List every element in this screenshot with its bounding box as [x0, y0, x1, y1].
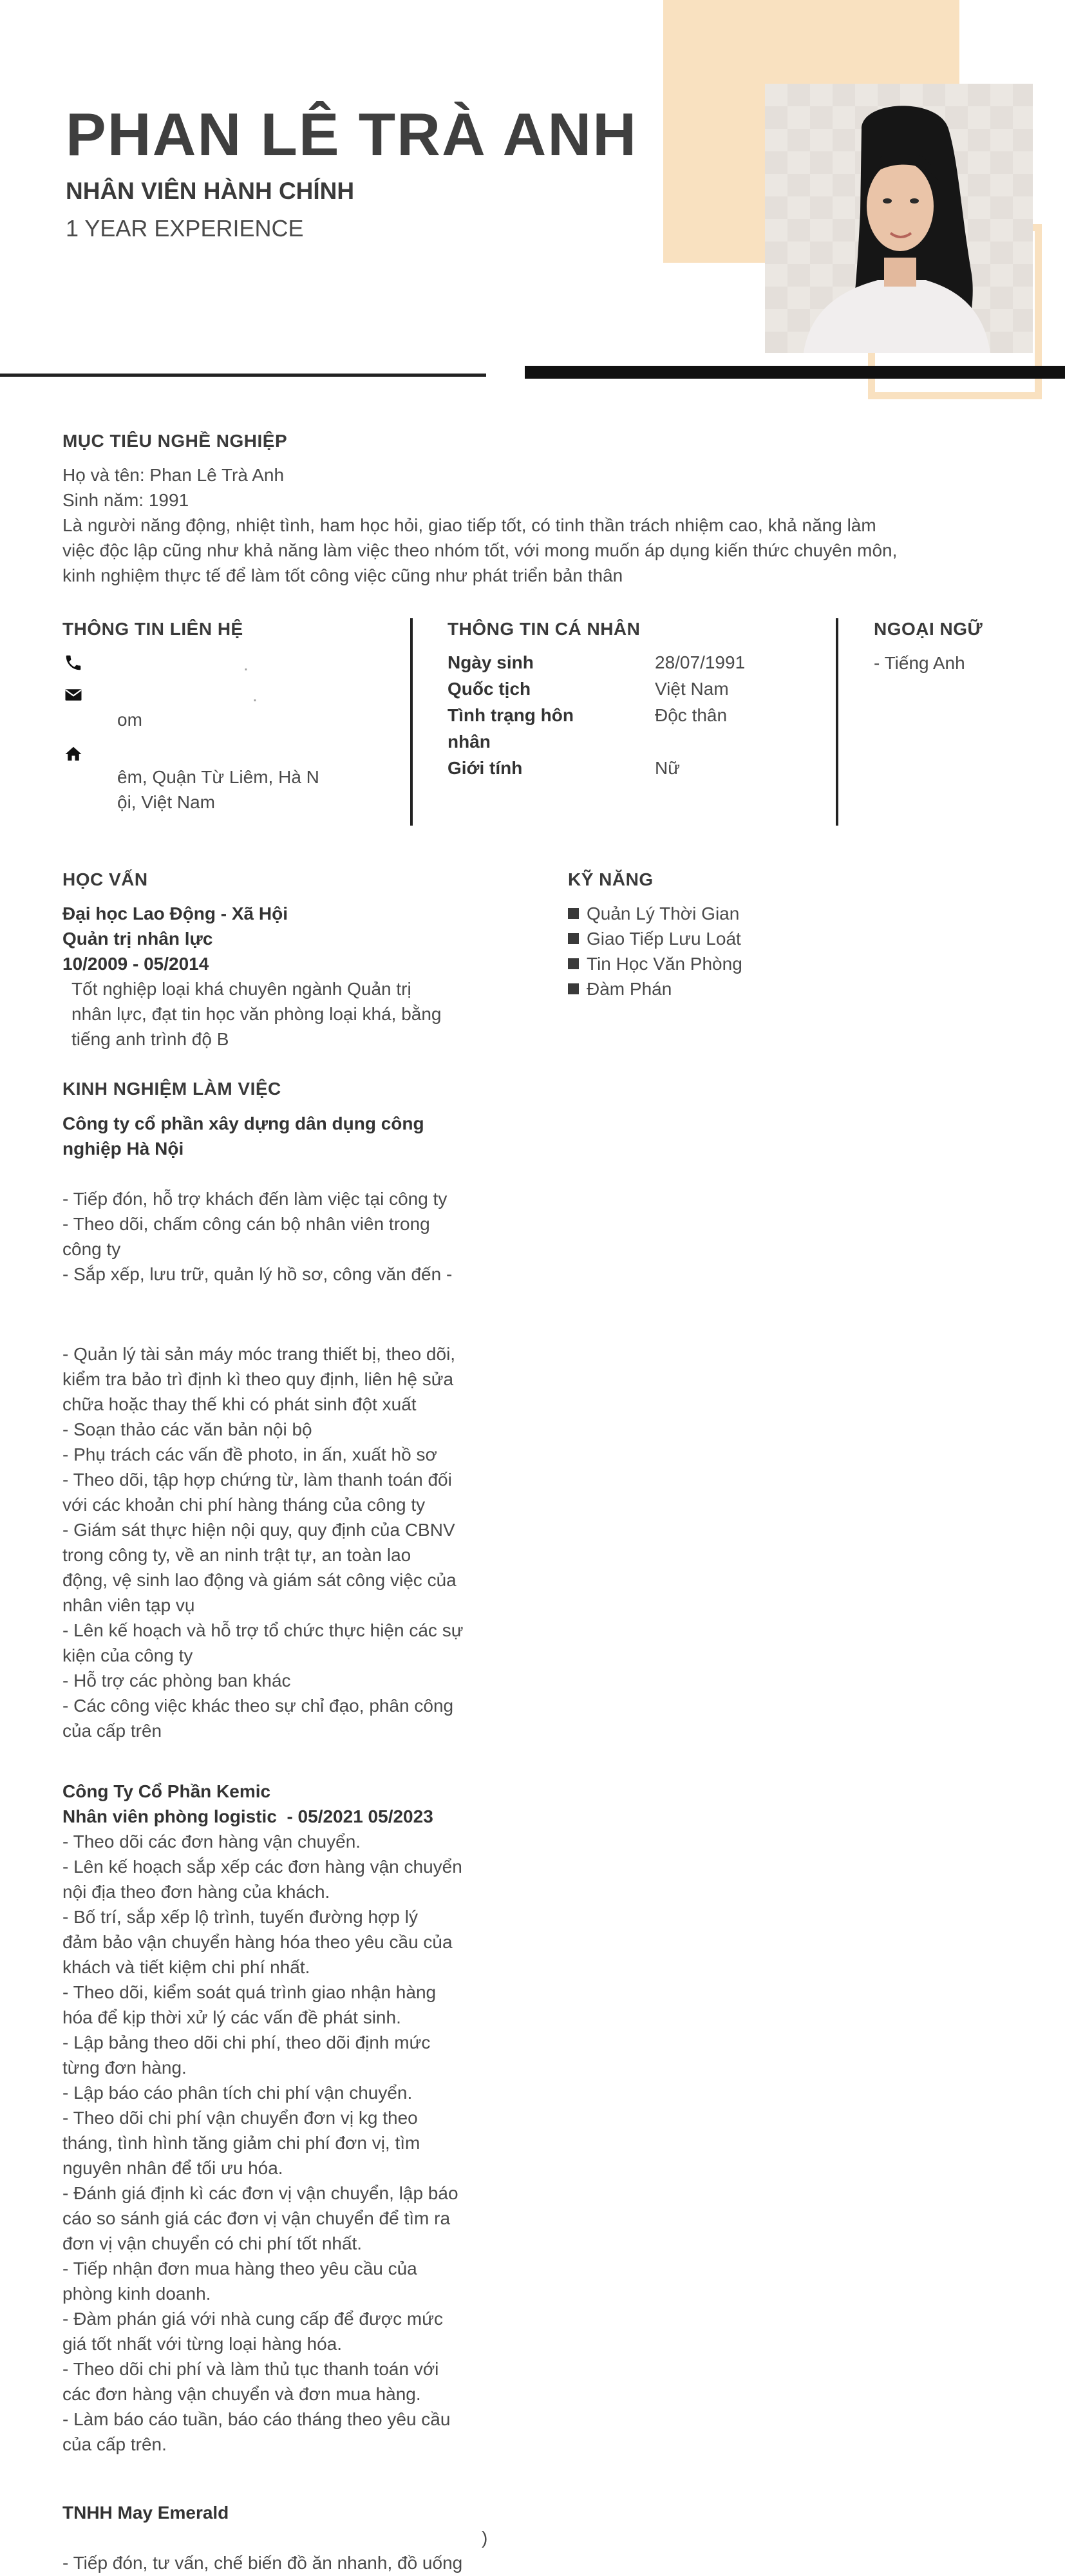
duty-line: các đơn hàng vận chuyển và đơn mua hàng. — [62, 2384, 421, 2404]
mail-icon — [64, 685, 83, 705]
duty-line: - Quản lý tài sản máy móc trang thiết bị, theo dõi, — [62, 1344, 456, 1364]
nationality-value: Việt Nam — [655, 679, 729, 699]
duty-line: với các khoản chi phí hàng tháng của công ty — [62, 1495, 426, 1515]
gender-value: Nữ — [655, 758, 680, 778]
duty-line: công ty — [62, 1239, 121, 1259]
job-role: Nhân viên phòng logistic - 05/2021 05/2023 — [62, 1806, 433, 1826]
job-1-duties-a — [62, 1186, 513, 1287]
duty-line: - Đánh giá định kì các đơn vị vận chuyển, lập báo — [62, 2183, 458, 2203]
gender-row — [448, 755, 821, 781]
duty-line: - Soạn thảo các văn bản nội bộ — [62, 1419, 312, 1439]
duty-line: - Đàm phán giá với nhà cung cấp để được mức — [62, 2309, 443, 2329]
divider-right — [525, 366, 1065, 379]
objective-text — [62, 462, 1022, 588]
marital-label-line: Tình trạng hôn — [448, 705, 574, 725]
duty-line: - Tiếp đón, hỗ trợ khách đến làm việc tại công ty — [62, 1189, 448, 1209]
job-2 — [62, 1779, 513, 2457]
duty-line: - Lên kế hoạch sắp xếp các đơn hàng vận chuyển — [62, 1857, 462, 1877]
personal-info-table — [448, 649, 821, 781]
candidate-name: PHAN LÊ TRÀ ANH — [66, 100, 638, 168]
gender-label: Giới tính — [448, 758, 523, 778]
duty-line: - Lập bảng theo dõi chi phí, theo dõi định mức — [62, 2032, 431, 2052]
experience-years: 1 YEAR EXPERIENCE — [66, 215, 304, 242]
duty-line: từng đơn hàng. — [62, 2058, 187, 2078]
language-item: - Tiếng Anh — [874, 653, 965, 673]
column-divider-2 — [836, 618, 838, 826]
study-period: 10/2009 - 05/2014 — [62, 954, 209, 974]
skill-item — [568, 976, 742, 1001]
company-name: Công Ty Cổ Phần Kemic — [62, 1781, 271, 1801]
skill-item — [568, 926, 742, 951]
education-desc-line: nhân lực, đạt tin học văn phòng loại khá, bằng — [71, 1004, 442, 1024]
duty-line: phòng kinh doanh. — [62, 2284, 211, 2304]
duty-line: đảm bảo vận chuyển hàng hóa theo yêu cầu của — [62, 1932, 453, 1952]
duty-line: kiện của công ty — [62, 1645, 193, 1665]
skill-item — [568, 951, 742, 976]
objective-line: việc độc lập cũng như khả năng làm việc theo nhóm tốt, với mong muốn áp dụng kiến thức chuyên môn, — [62, 540, 898, 560]
education-desc-line: Tốt nghiệp loại khá chuyên ngành Quản trị — [71, 979, 411, 999]
education-block — [62, 901, 500, 1052]
marital-label-line: nhân — [448, 732, 491, 752]
skills-title: KỸ NĂNG — [568, 869, 654, 889]
divider-left — [0, 374, 486, 377]
duty-line: - Lên kế hoạch và hỗ trợ tổ chức thực hiện các sự — [62, 1620, 464, 1640]
duty-line: kiểm tra bảo trì định kì theo quy định, liên hệ sửa — [62, 1369, 454, 1389]
duty-line: - Tiếp nhận đơn mua hàng theo yêu cầu của — [62, 2259, 417, 2278]
skill-label: Quản Lý Thời Gian — [587, 904, 740, 923]
duty-line: nội địa theo đơn hàng của khách. — [62, 1882, 330, 1902]
skill-item — [568, 901, 742, 926]
education-desc — [62, 976, 500, 1052]
duty-line: động, vệ sinh lao động và giám sát công việc của — [62, 1570, 457, 1590]
duty-line: cáo so sánh giá các đơn vị vận chuyển để tìm ra — [62, 2208, 451, 2228]
bullet-square-icon — [568, 933, 579, 944]
address-line-1: êm, Quận Từ Liêm, Hà N — [117, 767, 319, 787]
job-title: NHÂN VIÊN HÀNH CHÍNH — [66, 178, 355, 204]
objective-line: Sinh năm: 1991 — [62, 490, 189, 510]
bullet-square-icon — [568, 983, 579, 994]
duty-line: - Theo dõi các đơn hàng vận chuyển. — [62, 1832, 361, 1852]
education-desc-line: tiếng anh trình độ B — [71, 1029, 229, 1049]
duty-line: tháng, tình hình tăng giảm chi phí đơn vị, tìm — [62, 2133, 420, 2153]
profile-photo — [765, 84, 1033, 353]
school-name: Đại học Lao Động - Xã Hội — [62, 904, 288, 923]
company-name-line: Công ty cổ phần xây dựng dân dụng công — [62, 1113, 424, 1133]
job-3-partial: ) — [482, 2528, 488, 2548]
email-value-1: . — [252, 685, 258, 705]
objective-title: MỤC TIÊU NGHỀ NGHIỆP — [62, 431, 288, 451]
bullet-square-icon — [568, 908, 579, 919]
skill-label: Tin Học Văn Phòng — [587, 954, 742, 974]
duty-line: giá tốt nhất với từng loại hàng hóa. — [62, 2334, 343, 2354]
skill-label: Giao Tiếp Lưu Loát — [587, 929, 741, 949]
nationality-row — [448, 676, 821, 702]
objective-line: Họ và tên: Phan Lê Trà Anh — [62, 465, 285, 485]
marital-value: Độc thân — [655, 705, 728, 725]
skills-list — [568, 901, 742, 1001]
job-1-company — [62, 1111, 513, 1161]
marital-row — [448, 702, 821, 755]
duty-line: - Lập báo cáo phân tích chi phí vận chuyển. — [62, 2083, 413, 2103]
job-3-company: TNHH May Emerald — [62, 2503, 229, 2523]
duty-line: - Hỗ trợ các phòng ban khác — [62, 1671, 291, 1690]
duty-line: - Phụ trách các vấn đề photo, in ấn, xuất hồ sơ — [62, 1444, 437, 1464]
experience-title: KINH NGHIỆM LÀM VIỆC — [62, 1079, 281, 1099]
objective-line: Là người năng động, nhiệt tình, ham học hỏi, giao tiếp tốt, có tinh thần trách nhiệm cao, khả năng làm — [62, 515, 876, 535]
duty-line: - Sắp xếp, lưu trữ, quản lý hồ sơ, công văn đến - — [62, 1264, 453, 1284]
education-title: HỌC VẤN — [62, 869, 148, 889]
nationality-label: Quốc tịch — [448, 679, 531, 699]
personal-info-title: THÔNG TIN CÁ NHÂN — [448, 619, 641, 639]
duty-line: đơn vị vận chuyển có chi phí tốt nhất. — [62, 2233, 363, 2253]
duty-line: của cấp trên. — [62, 2434, 167, 2454]
duty-line: nhân viên tạp vụ — [62, 1595, 195, 1615]
marital-label — [448, 702, 655, 755]
duty-line: hóa để kịp thời xử lý các vấn đề phát sinh. — [62, 2007, 401, 2027]
dob-value: 28/07/1991 — [655, 652, 746, 672]
column-divider-1 — [410, 618, 413, 826]
bullet-square-icon — [568, 958, 579, 969]
duty-line: - Bố trí, sắp xếp lộ trình, tuyến đường hợp lý — [62, 1907, 418, 1927]
company-name-line: nghiệp Hà Nội — [62, 1139, 184, 1159]
duty-line: - Theo dõi chi phí và làm thủ tục thanh toán với — [62, 2359, 439, 2379]
duty-line: - Theo dõi chi phí vận chuyển đơn vị kg theo — [62, 2108, 418, 2128]
duty-line: - Theo dõi, chấm công cán bộ nhân viên trong — [62, 1214, 430, 1234]
phone-value: . — [243, 654, 249, 674]
dob-label: Ngày sinh — [448, 652, 534, 672]
languages-title: NGOẠI NGỮ — [874, 619, 983, 639]
job-1-duties-b — [62, 1341, 513, 1743]
objective-line: kinh nghiệm thực tế để làm tốt công việc cũng như phát triển bản thân — [62, 565, 623, 585]
duty-line: - Theo dõi, kiểm soát quá trình giao nhận hàng — [62, 1982, 437, 2002]
home-icon — [64, 744, 83, 764]
duty-line: - Làm báo cáo tuần, báo cáo tháng theo yêu cầu — [62, 2409, 451, 2429]
duty-line: chữa hoặc thay thế khi có phát sinh đột xuất — [62, 1394, 417, 1414]
email-value-2: om — [117, 710, 142, 730]
duty-line: - Theo dõi, tập hợp chứng từ, làm thanh toán đối — [62, 1470, 452, 1490]
duty-line: - Các công việc khác theo sự chỉ đạo, phân công — [62, 1696, 454, 1716]
major-name: Quản trị nhân lực — [62, 929, 213, 949]
contact-title: THÔNG TIN LIÊN HỆ — [62, 619, 243, 639]
phone-icon — [64, 653, 83, 672]
job-3-duty-line: - Tiếp đón, tư vấn, chế biến đồ ăn nhanh, đồ uống — [62, 2553, 463, 2573]
duty-line: trong công ty, về an ninh trật tự, an toàn lao — [62, 1545, 411, 1565]
duty-line: nguyên nhân để tối ưu hóa. — [62, 2158, 283, 2178]
skill-label: Đàm Phán — [587, 979, 672, 999]
duty-line: - Giám sát thực hiện nội quy, quy định của CBNV — [62, 1520, 455, 1540]
duty-line: khách và tiết kiệm chi phí nhất. — [62, 1957, 310, 1977]
dob-row — [448, 649, 821, 676]
address-line-2: ội, Việt Nam — [117, 792, 215, 812]
duty-line: của cấp trên — [62, 1721, 162, 1741]
